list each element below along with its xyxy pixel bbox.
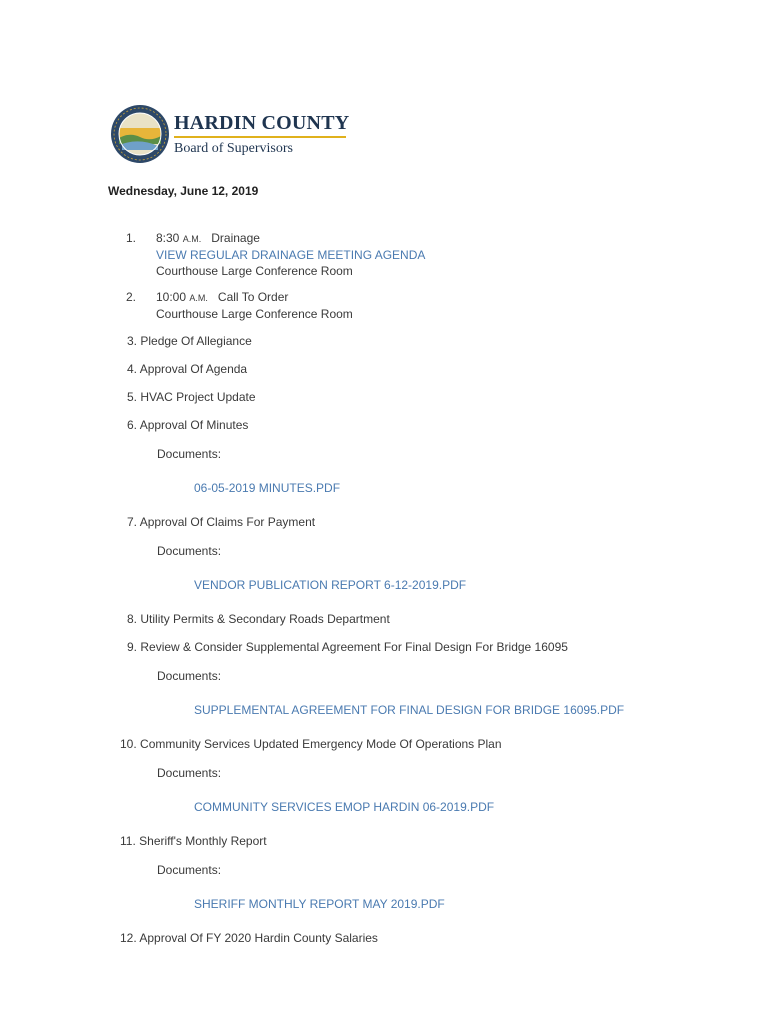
- item-ampm: A.M.: [182, 234, 202, 244]
- document-link[interactable]: SUPPLEMENTAL AGREEMENT FOR FINAL DESIGN FOR BRIDGE 16095.PDF: [194, 703, 625, 717]
- agenda-item: [127, 361, 247, 377]
- meeting-date: Wednesday, June 12, 2019: [108, 184, 259, 198]
- item-number: 8.: [127, 612, 138, 626]
- agenda-item: [127, 389, 256, 405]
- item-number: 5.: [127, 390, 138, 404]
- documents-label: Documents:: [157, 669, 222, 683]
- agenda-item: [120, 736, 502, 752]
- item-title: Approval Of Agenda: [139, 362, 248, 376]
- document-link[interactable]: VENDOR PUBLICATION REPORT 6-12-2019.PDF: [194, 578, 467, 592]
- agenda-item: [127, 514, 315, 530]
- item-number: 11.: [120, 834, 136, 848]
- item-number: 3.: [127, 334, 138, 348]
- documents-label: Documents:: [157, 766, 222, 780]
- item-time: 8:30: [156, 231, 180, 245]
- title-rule: [174, 136, 346, 138]
- item-number: 10.: [120, 737, 137, 751]
- item-title: Pledge Of Allegiance: [140, 334, 252, 348]
- agenda-item: [122, 230, 136, 246]
- item-title: Sheriff's Monthly Report: [139, 834, 267, 848]
- agenda-item: [127, 639, 568, 655]
- item-ampm: A.M.: [189, 293, 208, 303]
- item-title: Review & Consider Supplemental Agreement For Final Design For Bridge 16095: [140, 640, 568, 654]
- item-number: 6.: [127, 418, 138, 432]
- documents-label: Documents:: [157, 544, 222, 558]
- agenda-item-details: [156, 289, 353, 322]
- agenda-item: [120, 833, 267, 849]
- agenda-item: [127, 333, 252, 349]
- document-link[interactable]: COMMUNITY SERVICES EMOP HARDIN 06-2019.PDF: [194, 800, 495, 814]
- item-number: 1.: [125, 231, 136, 245]
- item-number: 9.: [127, 640, 138, 654]
- item-number: 2.: [125, 290, 136, 304]
- documents-label: Documents:: [157, 447, 222, 461]
- board-name: Board of Supervisors: [174, 140, 293, 156]
- item-location: Courthouse Large Conference Room: [156, 307, 353, 321]
- item-number: 7.: [127, 515, 138, 529]
- agenda-item: [120, 930, 378, 946]
- item-title: Approval Of Minutes: [139, 418, 249, 432]
- item-title: Drainage: [211, 231, 260, 245]
- county-seal-logo: [110, 104, 170, 164]
- item-title: HVAC Project Update: [140, 390, 256, 404]
- drainage-agenda-link[interactable]: VIEW REGULAR DRAINAGE MEETING AGENDA: [156, 248, 426, 262]
- document-link[interactable]: 06-05-2019 MINUTES.PDF: [194, 481, 341, 495]
- item-number: 12.: [120, 931, 137, 945]
- county-name: HARDIN COUNTY: [174, 111, 350, 134]
- agenda-item: [127, 417, 248, 433]
- item-title: Community Services Updated Emergency Mode Of Operations Plan: [140, 737, 502, 751]
- item-time: 10:00: [156, 290, 187, 304]
- page-header: [110, 104, 349, 164]
- title-block: [174, 112, 349, 157]
- agenda-item: [122, 289, 136, 305]
- item-number: 4.: [127, 362, 138, 376]
- agenda-item-details: [156, 230, 425, 279]
- agenda-item: [127, 611, 390, 627]
- item-title: Approval Of Claims For Payment: [139, 515, 316, 529]
- item-title: Utility Permits & Secondary Roads Department: [140, 612, 390, 626]
- documents-label: Documents:: [157, 863, 222, 877]
- document-link[interactable]: SHERIFF MONTHLY REPORT MAY 2019.PDF: [194, 897, 445, 911]
- item-title: Call To Order: [217, 290, 289, 304]
- item-location: Courthouse Large Conference Room: [156, 264, 353, 278]
- item-title: Approval Of FY 2020 Hardin County Salaries: [139, 931, 378, 945]
